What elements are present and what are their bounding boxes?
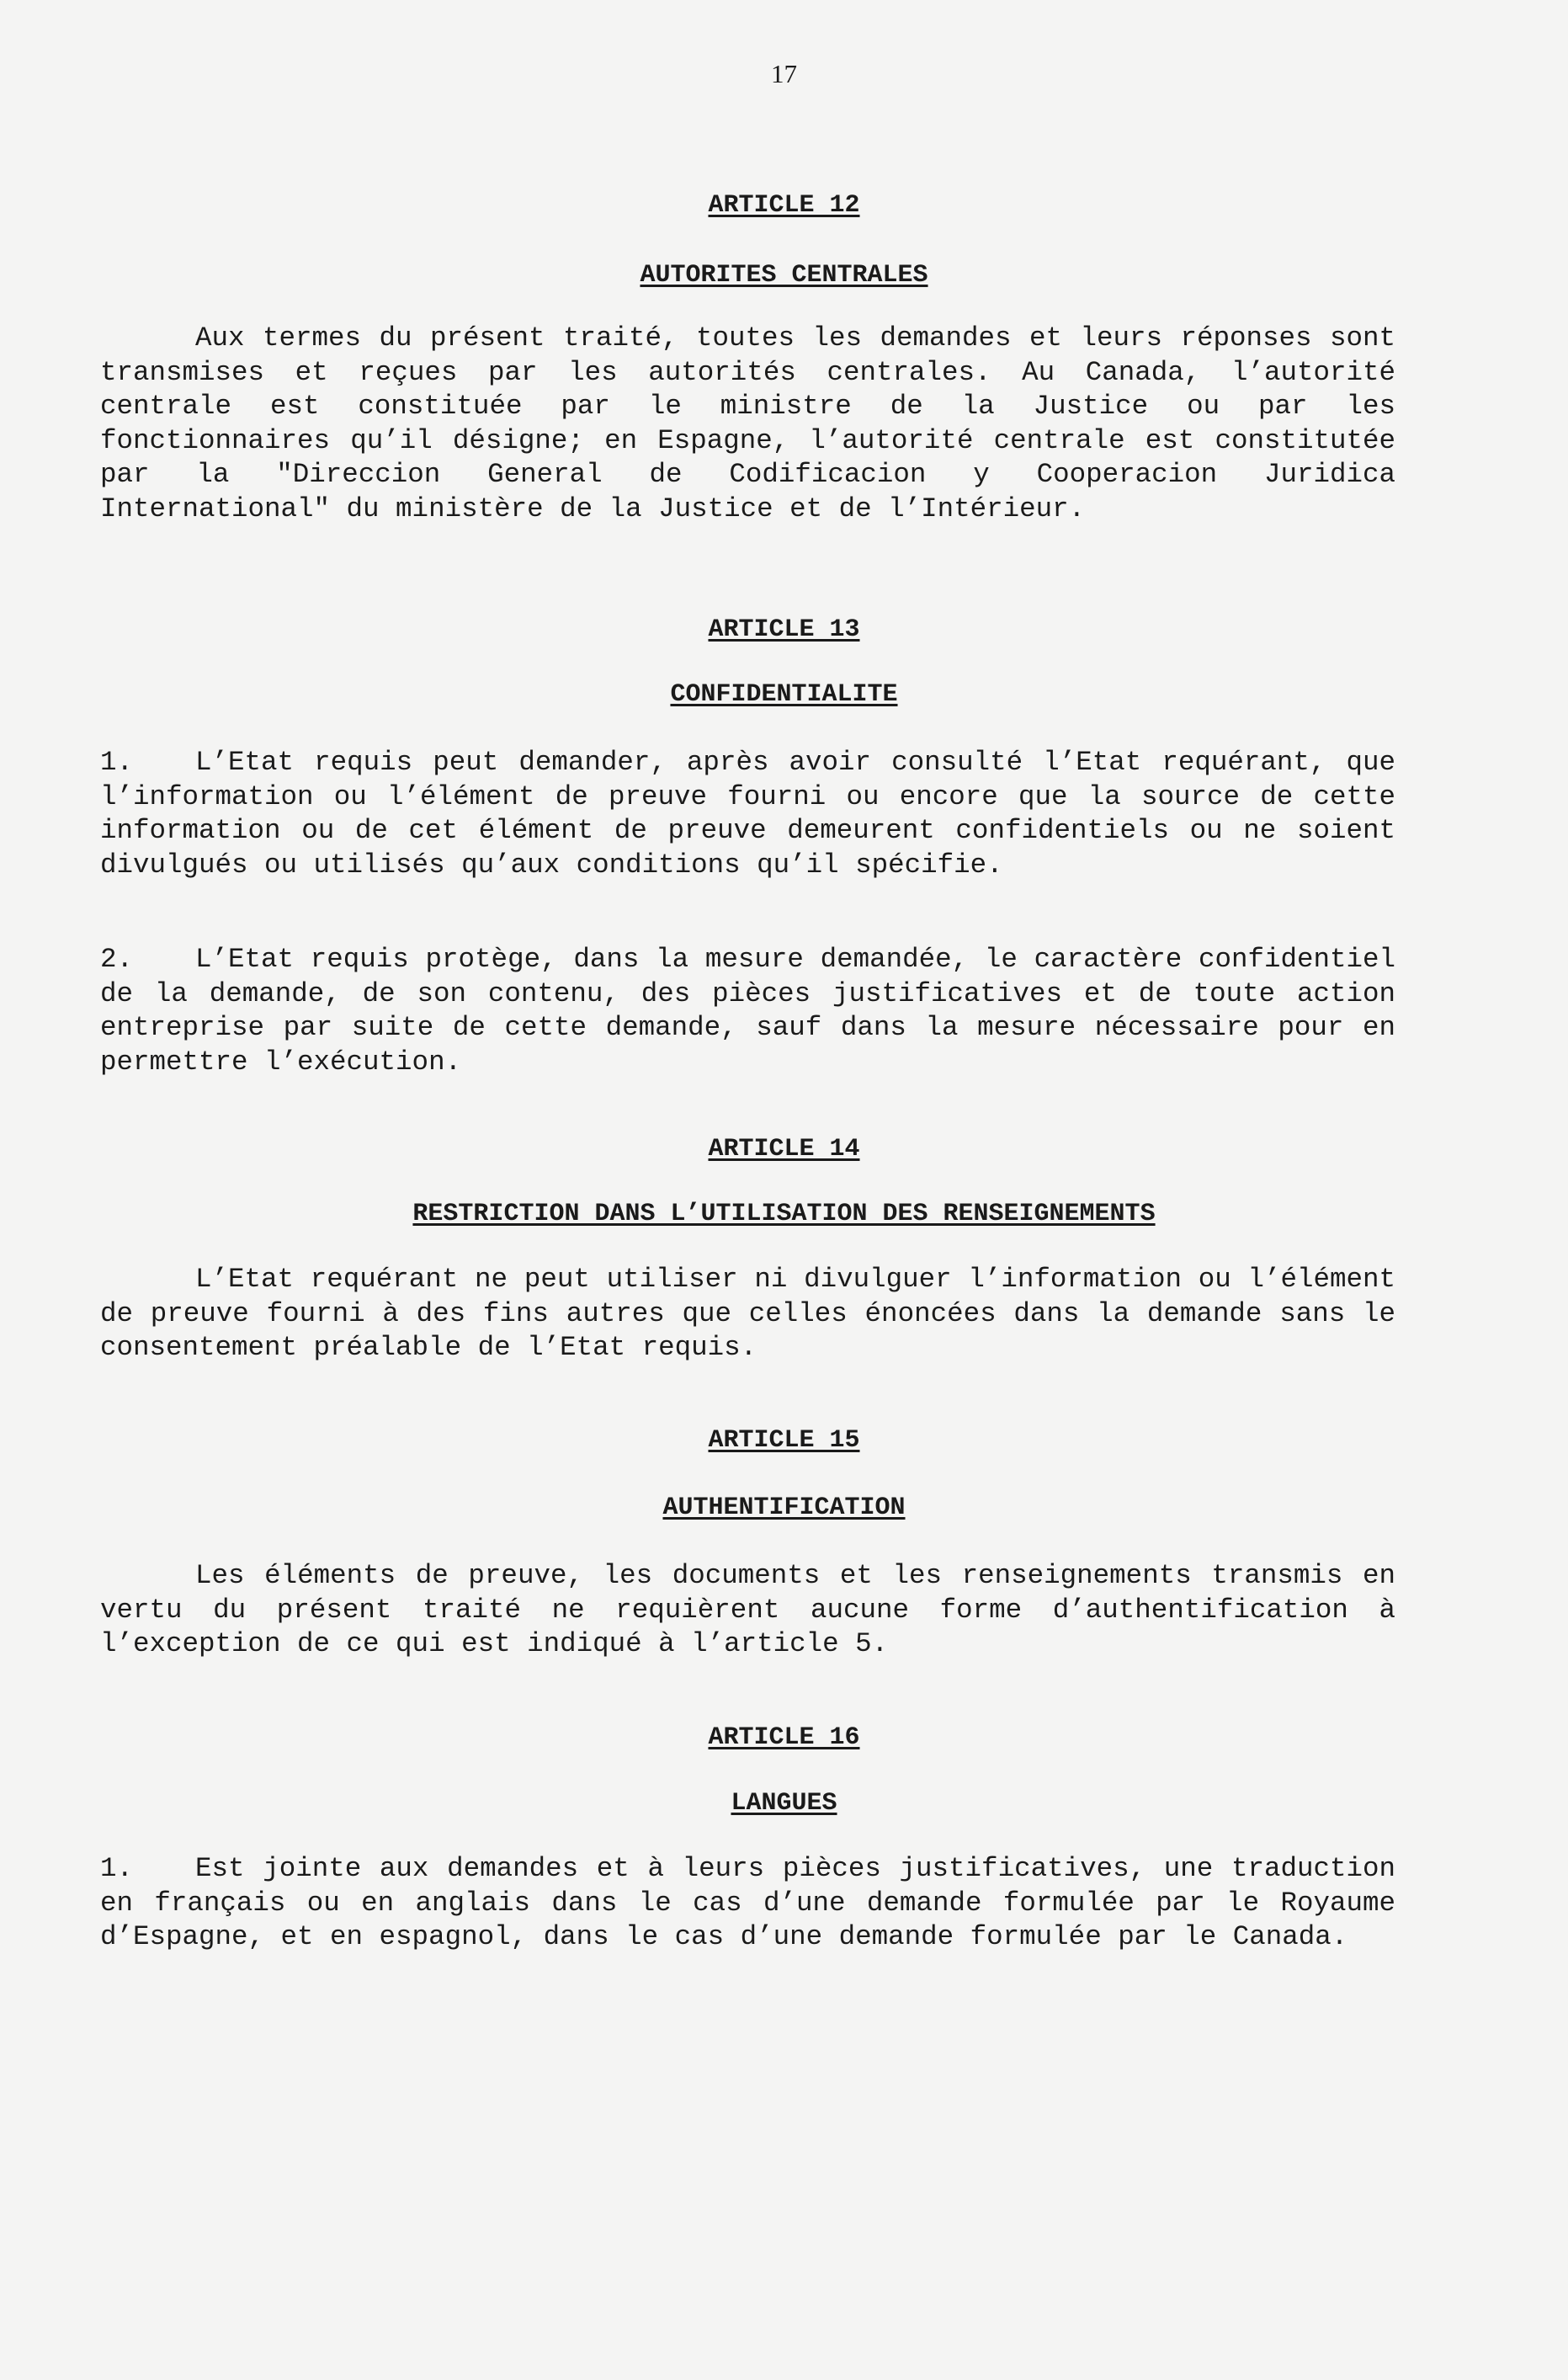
paragraph-number: 1. (100, 1853, 134, 1884)
article-12-title: ARTICLE 12 (708, 191, 860, 220)
paragraph-number: 1. (100, 747, 134, 778)
article-15-subtitle: AUTHENTIFICATION (662, 1493, 906, 1522)
article-14-title: ARTICLE 14 (708, 1135, 860, 1163)
article-16-paragraph-1 (100, 1852, 1395, 1955)
article-16-subtitle: LANGUES (731, 1789, 837, 1818)
article-13-subtitle: CONFIDENTIALITE (670, 680, 898, 709)
article-13-paragraph-1 (100, 746, 1395, 882)
paragraph-text: L’Etat requérant ne peut utiliser ni divulguer l’information ou l’élément de preuve fourni à des fins autres que celles énoncées dans la demande sans le consentement préalable de l’Etat requis. (100, 1264, 1395, 1363)
article-14-subtitle: RESTRICTION DANS L’UTILISATION DES RENSEIGNEMENTS (412, 1200, 1156, 1228)
article-13-paragraph-2 (100, 943, 1395, 1079)
article-14-paragraph (100, 1263, 1395, 1366)
article-12-subtitle: AUTORITES CENTRALES (640, 261, 928, 290)
paragraph-number: 2. (100, 944, 134, 975)
paragraph-text: Aux termes du présent traité, toutes les demandes et leurs réponses sont transmises et reçues par les autorités centrales. Au Canada, l’autorité centrale est constituée par le ministre de la Justice ou par les fonctionnaires qu’il désigne; en Espagne, l’autorité centrale est constitutée par la "Direccion General de Codificacion y Cooperacion Juridica International" du ministère de la Justice et de l’Intérieur. (100, 322, 1395, 524)
page-number: 17 (771, 59, 797, 88)
paragraph-text: Les éléments de preuve, les documents et les renseignements transmis en vertu du présent traité ne requièrent aucune forme d’authentification à l’exception de ce qui est indiqué à l’article 5. (100, 1560, 1395, 1659)
article-15-title: ARTICLE 15 (708, 1426, 860, 1455)
article-12-paragraph (100, 322, 1395, 526)
paragraph-text: Est jointe aux demandes et à leurs pièces justificatives, une traduction en français ou en anglais dans le cas d’une demande formulée par le Royaume d’Espagne, et en espagnol, dans le cas d’une demande formulée par le Canada. (100, 1853, 1395, 1952)
paragraph-text: L’Etat requis peut demander, après avoir consulté l’Etat requérant, que l’information ou l’élément de preuve fourni ou encore que la source de cette information ou de cet élément de preuve demeurent confidentiels ou ne soient divulgués ou utilisés qu’aux conditions qu’il spécifie. (100, 747, 1395, 881)
paragraph-text: L’Etat requis protège, dans la mesure demandée, le caractère confidentiel de la demande, de son contenu, des pièces justificatives et de toute action entreprise par suite de cette demande, sauf dans la mesure nécessaire pour en permettre l’exécution. (100, 944, 1395, 1078)
article-16-title: ARTICLE 16 (708, 1723, 860, 1752)
article-15-paragraph (100, 1559, 1395, 1662)
article-13-title: ARTICLE 13 (708, 615, 860, 644)
